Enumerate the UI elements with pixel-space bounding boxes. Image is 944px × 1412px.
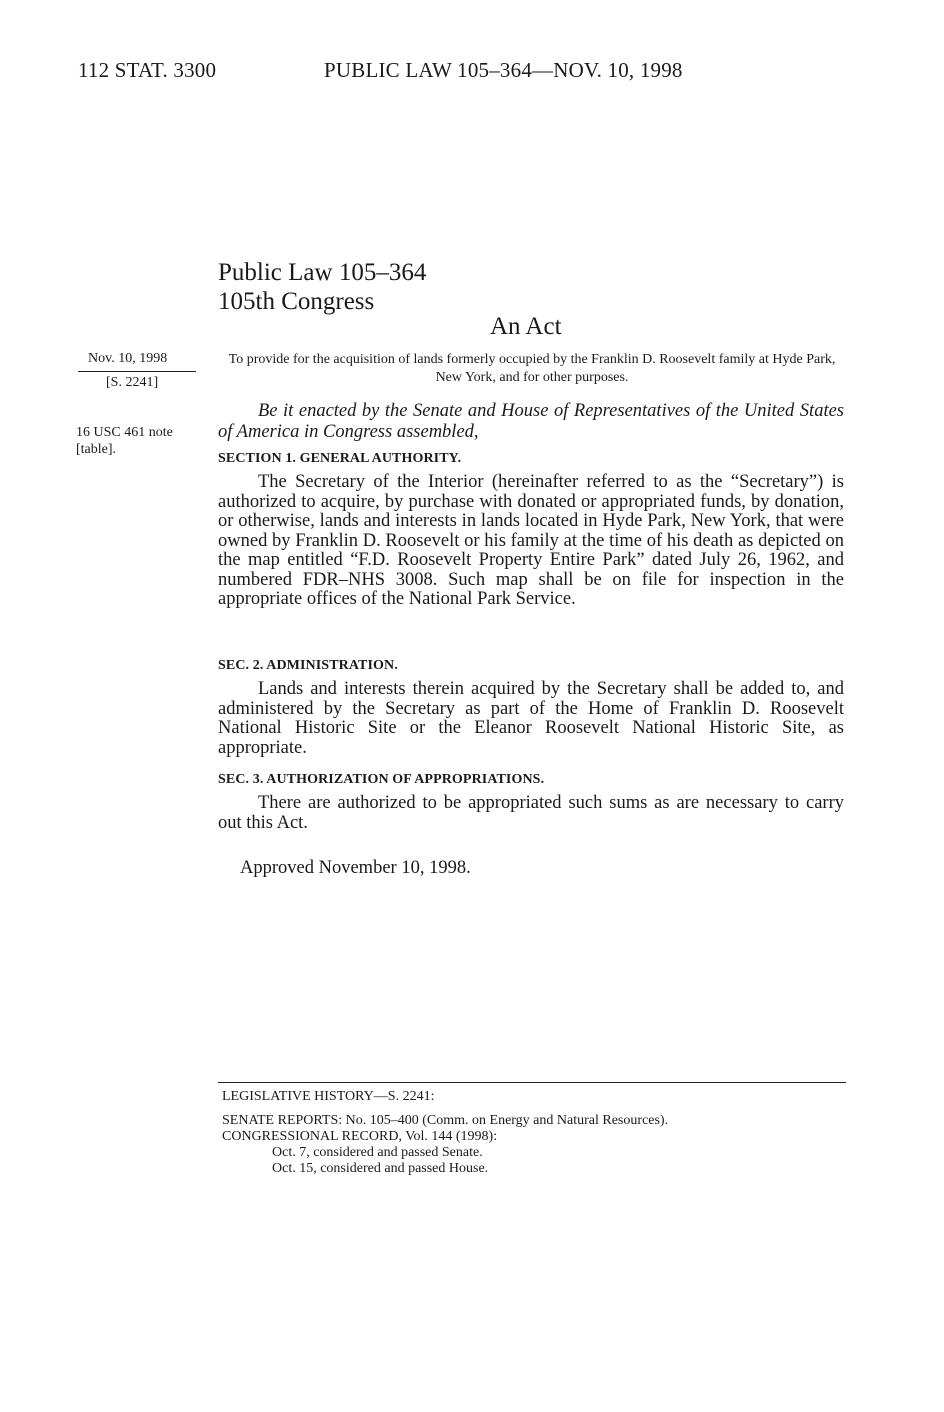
approval-date: Approved November 10, 1998.: [240, 858, 471, 878]
senate-reports: SENATE REPORTS: No. 105–400 (Comm. on Energy and Natural Resources).: [222, 1113, 669, 1128]
margin-date-note: Nov. 10, 1998: [88, 351, 168, 366]
congressional-record: CONGRESSIONAL RECORD, Vol. 144 (1998):: [222, 1129, 498, 1144]
margin-divider: [78, 371, 196, 372]
section-2: [218, 658, 844, 758]
section-text: Lands and interests therein acquired by the Secretary shall be added to, and administered by the Secretary as part of the Home of Franklin D. Roosevelt National Historic Site or the Eleanor Roosevelt National Historic Site, as appropriate.: [218, 679, 844, 758]
section-heading: SEC. 2. ADMINISTRATION.: [218, 658, 398, 673]
section-heading: SECTION 1. GENERAL AUTHORITY.: [218, 451, 462, 466]
section-text: The Secretary of the Interior (hereinafter referred to as the “Secretary”) is authorized to acquire, by purchase with donated or appropriated funds, by donation, or otherwise, lands and interests in lands located in Hyde Park, New York, that were owned by Franklin D. Roosevelt or his family at the time of his death as depicted on the map entitled “F.D. Roosevelt Property Entire Park” dated July 26, 1962, and numbered FDR–NHS 3008. Such map shall be on file for inspection in the appropriate offices of the National Park Service.: [218, 472, 844, 609]
congress-number: 105th Congress: [218, 288, 375, 315]
page-reference: 112 STAT. 3300: [78, 58, 217, 82]
section-3: [218, 772, 844, 833]
an-act-heading: An Act: [490, 313, 562, 340]
enacting-clause: Be it enacted by the Senate and House of Representatives of the United States of America in Congress assembled,: [218, 401, 844, 442]
margin-usc-note: [76, 424, 201, 458]
section-heading: SEC. 3. AUTHORIZATION OF APPROPRIATIONS.: [218, 772, 545, 787]
usc-table-note: [table].: [76, 442, 117, 457]
margin-bill-number: [S. 2241]: [106, 375, 159, 390]
section-text: There are authorized to be appropriated such sums as are necessary to carry out this Act.: [218, 793, 844, 833]
record-event: Oct. 15, considered and passed House.: [272, 1161, 489, 1176]
legislative-history: [222, 1089, 842, 1177]
section-1: [218, 451, 844, 610]
usc-citation: 16 USC 461 note: [76, 425, 173, 440]
law-reference: PUBLIC LAW 105–364—NOV. 10, 1998: [324, 58, 683, 82]
law-title-block: [218, 258, 426, 316]
legislative-history-divider: [218, 1082, 846, 1083]
record-event: Oct. 7, considered and passed Senate.: [272, 1145, 483, 1160]
act-purpose: To provide for the acquisition of lands formerly occupied by the Franklin D. Roosevelt family at Hyde Park, New York, and for other purposes.: [228, 352, 836, 385]
legislative-history-title: LEGISLATIVE HISTORY—S. 2241:: [222, 1089, 435, 1104]
public-law-number: Public Law 105–364: [218, 259, 427, 286]
